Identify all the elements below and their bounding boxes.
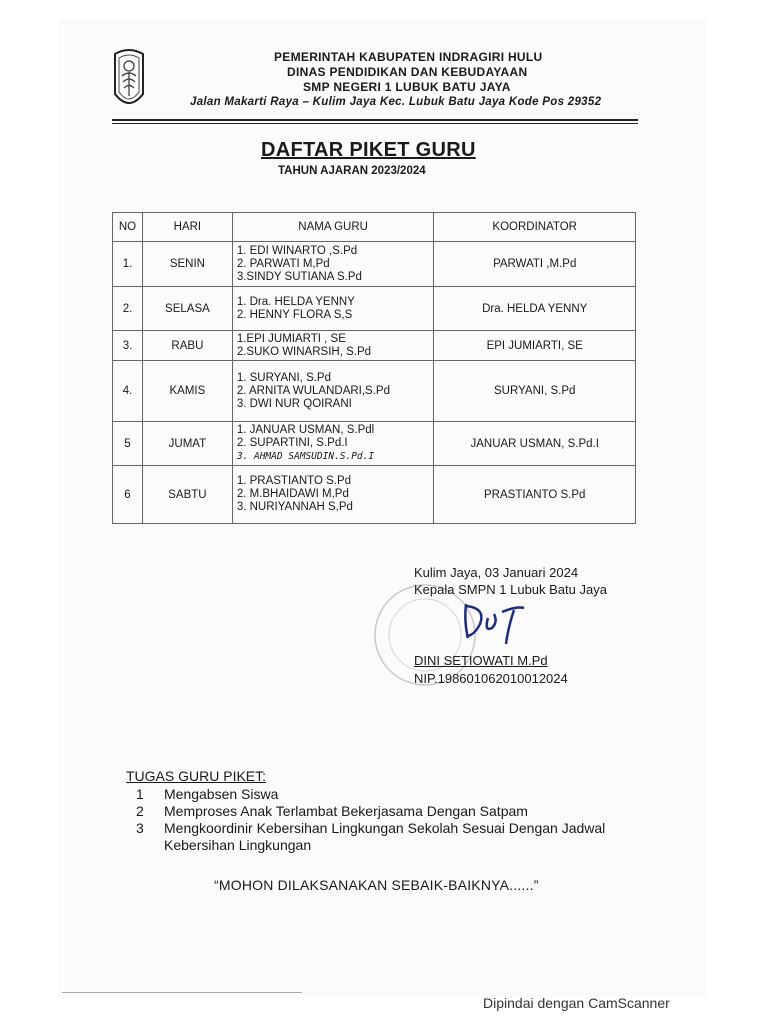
scan-edge-line bbox=[62, 992, 302, 993]
teacher-name: 2. SUPARTINI, S.Pd.I bbox=[236, 437, 348, 449]
signer-details bbox=[414, 652, 568, 688]
row-no: 3. bbox=[113, 331, 143, 361]
teacher-name: 1. Dra. HELDA YENNY bbox=[236, 295, 355, 308]
teacher-name: 1. JANUAR USMAN, S.Pdl bbox=[236, 424, 375, 436]
list-item bbox=[126, 820, 664, 854]
row-teachers bbox=[232, 422, 434, 466]
table-row bbox=[113, 331, 636, 361]
teacher-name: 3.SINDY SUTIANA S.Pd bbox=[236, 270, 362, 283]
row-day: JUMAT bbox=[142, 422, 232, 466]
row-day: RABU bbox=[142, 331, 232, 361]
teacher-name-handwritten: 3. AHMAD SAMSUDIN.S.Pd.I bbox=[236, 451, 375, 462]
table-row bbox=[113, 422, 636, 466]
row-no: 1. bbox=[113, 242, 143, 287]
row-coordinator: Dra. HELDA YENNY bbox=[434, 287, 636, 331]
letterhead-rule-thick bbox=[112, 119, 638, 121]
letterhead-department: DINAS PENDIDIKAN DAN KEBUDAYAAN bbox=[287, 65, 528, 79]
teacher-name: 2. M.BHAIDAWI M,Pd bbox=[236, 488, 349, 500]
row-no: 6 bbox=[113, 466, 143, 524]
list-item-number: 3 bbox=[136, 820, 144, 836]
row-coordinator: PRASTIANTO S.Pd bbox=[434, 466, 636, 524]
letterhead-rule-thin bbox=[112, 123, 638, 124]
row-no: 5 bbox=[113, 422, 143, 466]
letterhead-government: PEMERINTAH KABUPATEN INDRAGIRI HULU bbox=[274, 50, 543, 64]
table-row bbox=[113, 287, 636, 331]
letterhead bbox=[170, 50, 670, 110]
signer-position: Kepala SMPN 1 Lubuk Batu Jaya bbox=[414, 582, 607, 597]
row-coordinator: PARWATI ,M.Pd bbox=[434, 242, 636, 287]
teacher-name: 2. ARNITA WULANDARI,S.Pd bbox=[236, 384, 390, 397]
duty-tasks-heading: TUGAS GURU PIKET: bbox=[126, 768, 267, 784]
duty-roster-table bbox=[112, 212, 636, 524]
list-item-number: 2 bbox=[136, 803, 144, 819]
row-no: 2. bbox=[113, 287, 143, 331]
row-no: 4. bbox=[113, 361, 143, 422]
closing-note: “MOHON DILAKSANAKAN SEBAIK-BAIKNYA......” bbox=[214, 877, 539, 893]
teacher-name: 3. DWI NUR QOIRANI bbox=[236, 397, 352, 410]
place-date: Kulim Jaya, 03 Januari 2024 bbox=[414, 565, 579, 580]
duty-tasks bbox=[126, 768, 664, 854]
list-item-text: Memproses Anak Terlambat Bekerjasama Dengan Satpam bbox=[164, 803, 528, 819]
row-coordinator: JANUAR USMAN, S.Pd.I bbox=[434, 422, 636, 466]
list-item-number: 1 bbox=[136, 786, 144, 802]
letterhead-address: Jalan Makarti Raya – Kulim Jaya Kec. Lubuk Batu Jaya Kode Pos 29352 bbox=[190, 96, 602, 108]
regency-emblem-logo bbox=[112, 46, 146, 118]
camscanner-watermark: Dipindai dengan CamScanner bbox=[483, 995, 670, 1011]
teacher-name: 1. PRASTIANTO S.Pd bbox=[236, 475, 352, 487]
col-header-koordinator: KOORDINATOR bbox=[434, 213, 636, 242]
table-row bbox=[113, 466, 636, 524]
signer-name: DINI SETIOWATI M.Pd bbox=[414, 653, 548, 668]
row-coordinator: EPI JUMIARTI, SE bbox=[434, 331, 636, 361]
letterhead-school: SMP NEGERI 1 LUBUK BATU JAYA bbox=[303, 80, 511, 94]
signer-nip: NIP.198601062010012024 bbox=[414, 671, 568, 686]
table-header-row bbox=[113, 213, 636, 242]
row-day: SENIN bbox=[142, 242, 232, 287]
col-header-nama-guru: NAMA GURU bbox=[232, 213, 434, 242]
table-row bbox=[113, 242, 636, 287]
row-teachers bbox=[232, 242, 434, 287]
row-teachers bbox=[232, 466, 434, 524]
document-subtitle: TAHUN AJARAN 2023/2024 bbox=[278, 165, 426, 177]
row-teachers bbox=[232, 361, 434, 422]
teacher-name: 2.SUKO WINARSIH, S.Pd bbox=[236, 345, 372, 358]
row-day: SABTU bbox=[142, 466, 232, 524]
list-item-text: Mengabsen Siswa bbox=[164, 786, 279, 802]
teacher-name: 3. NURIYANNAH S,Pd bbox=[236, 501, 353, 513]
teacher-name: 2. PARWATI M,Pd bbox=[236, 257, 330, 270]
row-day: KAMIS bbox=[142, 361, 232, 422]
row-teachers bbox=[232, 331, 434, 361]
row-day: SELASA bbox=[142, 287, 232, 331]
teacher-name: 1. SURYANI, S.Pd bbox=[236, 371, 331, 384]
row-teachers bbox=[232, 287, 434, 331]
list-item bbox=[126, 786, 664, 803]
table-row bbox=[113, 361, 636, 422]
col-header-no: NO bbox=[113, 213, 143, 242]
handwritten-signature bbox=[458, 598, 528, 646]
teacher-name: 1.EPI JUMIARTI , SE bbox=[236, 332, 346, 345]
col-header-hari: HARI bbox=[142, 213, 232, 242]
teacher-name: 1. EDI WINARTO ,S.Pd bbox=[236, 244, 358, 257]
list-item bbox=[126, 803, 664, 820]
document-title: DAFTAR PIKET GURU bbox=[261, 139, 476, 161]
teacher-name: 2. HENNY FLORA S,S bbox=[236, 308, 353, 321]
list-item-text: Mengkoordinir Kebersihan Lingkungan Sekolah Sesuai Dengan Jadwal Kebersihan Lingkungan bbox=[164, 820, 606, 853]
signature-block bbox=[414, 564, 607, 598]
row-coordinator: SURYANI, S.Pd bbox=[434, 361, 636, 422]
